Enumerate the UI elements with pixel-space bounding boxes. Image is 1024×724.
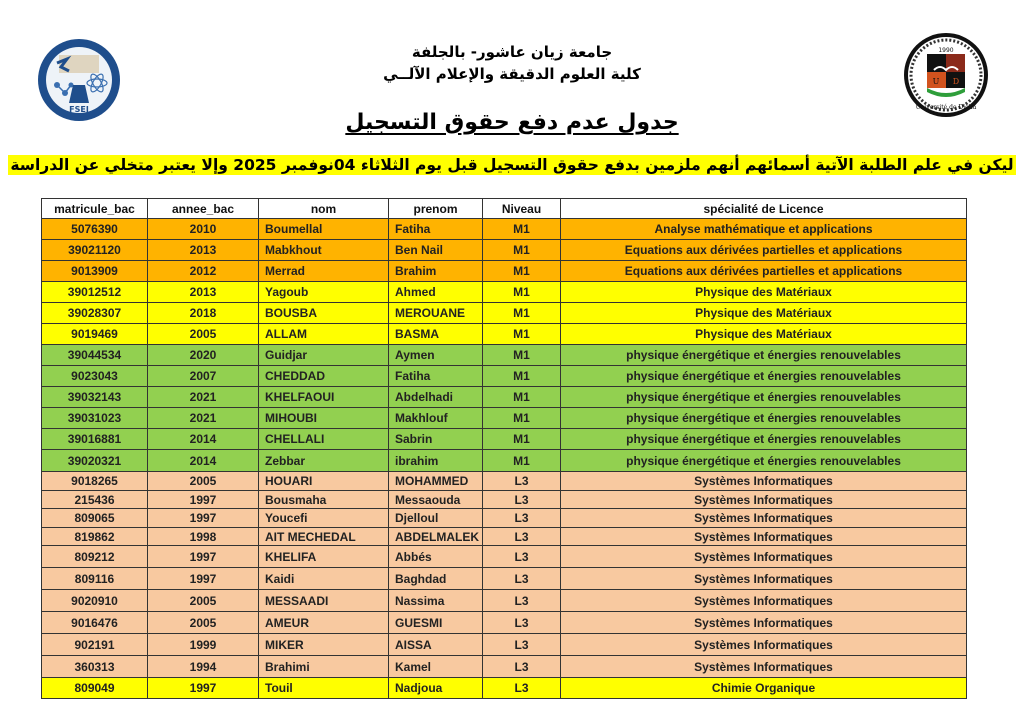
table-row xyxy=(42,261,967,282)
table-row xyxy=(42,219,967,240)
cell-prenom: Djelloul xyxy=(389,509,483,528)
faculty-name: كلية العلوم الدقيقة والإعلام الآلــي xyxy=(383,65,641,83)
cell-niveau: L3 xyxy=(483,634,561,656)
cell-matricule: 9023043 xyxy=(42,366,148,387)
cell-prenom: Messaouda xyxy=(389,491,483,509)
cell-prenom: Sabrin xyxy=(389,429,483,450)
university-logo-year: 1990 xyxy=(938,47,954,54)
cell-annee: 1997 xyxy=(148,568,259,590)
cell-niveau: L3 xyxy=(483,528,561,546)
cell-annee: 1999 xyxy=(148,634,259,656)
cell-matricule: 39028307 xyxy=(42,303,148,324)
cell-annee: 1998 xyxy=(148,528,259,546)
cell-niveau: L3 xyxy=(483,509,561,528)
cell-niveau: M1 xyxy=(483,324,561,345)
unpaid-students-table xyxy=(41,198,967,699)
cell-prenom: Brahim xyxy=(389,261,483,282)
cell-specialite: Physique des Matériaux xyxy=(561,324,967,345)
cell-annee: 2005 xyxy=(148,324,259,345)
table-row xyxy=(42,282,967,303)
table-row xyxy=(42,450,967,472)
column-header-annee: annee_bac xyxy=(148,199,259,219)
cell-nom: Merrad xyxy=(259,261,389,282)
cell-matricule: 9020910 xyxy=(42,590,148,612)
cell-niveau: M1 xyxy=(483,282,561,303)
cell-niveau: L3 xyxy=(483,568,561,590)
cell-niveau: M1 xyxy=(483,345,561,366)
table-row xyxy=(42,387,967,408)
cell-specialite: Physique des Matériaux xyxy=(561,303,967,324)
svg-text:U: U xyxy=(932,77,940,86)
cell-annee: 1997 xyxy=(148,678,259,699)
cell-specialite: Equations aux dérivées partielles et applications xyxy=(561,240,967,261)
table-row xyxy=(42,656,967,678)
document-title xyxy=(0,110,1024,135)
cell-matricule: 39031023 xyxy=(42,408,148,429)
cell-specialite: Chimie Organique xyxy=(561,678,967,699)
cell-nom: HOUARI xyxy=(259,472,389,491)
cell-nom: MIKER xyxy=(259,634,389,656)
column-header-matricule: matricule_bac xyxy=(42,199,148,219)
cell-matricule: 819862 xyxy=(42,528,148,546)
cell-nom: CHEDDAD xyxy=(259,366,389,387)
table-row xyxy=(42,472,967,491)
table-row xyxy=(42,429,967,450)
cell-prenom: Ahmed xyxy=(389,282,483,303)
cell-prenom: ibrahim xyxy=(389,450,483,472)
cell-prenom: Kamel xyxy=(389,656,483,678)
table-header-row xyxy=(42,199,967,219)
table-row xyxy=(42,366,967,387)
cell-niveau: L3 xyxy=(483,678,561,699)
cell-prenom: Nadjoua xyxy=(389,678,483,699)
cell-specialite: physique énergétique et énergies renouvelables xyxy=(561,387,967,408)
cell-annee: 2020 xyxy=(148,345,259,366)
table-row xyxy=(42,408,967,429)
cell-specialite: Equations aux dérivées partielles et applications xyxy=(561,261,967,282)
cell-nom: AIT MECHEDAL xyxy=(259,528,389,546)
cell-nom: AMEUR xyxy=(259,612,389,634)
cell-niveau: L3 xyxy=(483,491,561,509)
table-row xyxy=(42,509,967,528)
cell-niveau: L3 xyxy=(483,546,561,568)
cell-niveau: L3 xyxy=(483,472,561,491)
cell-nom: Kaidi xyxy=(259,568,389,590)
cell-niveau: M1 xyxy=(483,450,561,472)
column-header-specialite: spécialité de Licence xyxy=(561,199,967,219)
cell-niveau: L3 xyxy=(483,590,561,612)
cell-matricule: 39032143 xyxy=(42,387,148,408)
cell-matricule: 39021120 xyxy=(42,240,148,261)
cell-niveau: M1 xyxy=(483,303,561,324)
cell-annee: 1997 xyxy=(148,491,259,509)
table-row xyxy=(42,634,967,656)
cell-prenom: Abbés xyxy=(389,546,483,568)
payment-notice-text: ليكن في علم الطلبة الآتية أسمائهم أنهم ملزمين بدفع حقوق التسجيل قبل يوم الثلاثاء 04نوفمبر 2025 وإلا يعتبر متخلي عن الدراسة xyxy=(10,156,1014,174)
cell-prenom: AISSA xyxy=(389,634,483,656)
cell-specialite: Systèmes Informatiques xyxy=(561,612,967,634)
cell-annee: 2014 xyxy=(148,450,259,472)
cell-niveau: M1 xyxy=(483,429,561,450)
cell-specialite: Systèmes Informatiques xyxy=(561,472,967,491)
cell-specialite: Systèmes Informatiques xyxy=(561,509,967,528)
column-header-niveau: Niveau xyxy=(483,199,561,219)
cell-niveau: L3 xyxy=(483,612,561,634)
cell-niveau: M1 xyxy=(483,219,561,240)
cell-specialite: physique énergétique et énergies renouvelables xyxy=(561,450,967,472)
cell-matricule: 809065 xyxy=(42,509,148,528)
svg-text:D: D xyxy=(952,77,960,86)
cell-matricule: 809116 xyxy=(42,568,148,590)
cell-nom: Boumellal xyxy=(259,219,389,240)
cell-nom: CHELLALI xyxy=(259,429,389,450)
cell-nom: Mabkhout xyxy=(259,240,389,261)
university-name: جامعة زيان عاشور- بالجلفة xyxy=(411,43,613,61)
cell-nom: ALLAM xyxy=(259,324,389,345)
table-row xyxy=(42,568,967,590)
cell-prenom: GUESMI xyxy=(389,612,483,634)
cell-specialite: Systèmes Informatiques xyxy=(561,656,967,678)
cell-niveau: M1 xyxy=(483,366,561,387)
cell-matricule: 902191 xyxy=(42,634,148,656)
cell-annee: 2021 xyxy=(148,387,259,408)
table-row xyxy=(42,491,967,509)
cell-specialite: Systèmes Informatiques xyxy=(561,634,967,656)
cell-prenom: BASMA xyxy=(389,324,483,345)
table-row xyxy=(42,612,967,634)
cell-nom: Bousmaha xyxy=(259,491,389,509)
cell-matricule: 5076390 xyxy=(42,219,148,240)
cell-nom: KHELFAOUI xyxy=(259,387,389,408)
cell-nom: Youcefi xyxy=(259,509,389,528)
cell-specialite: Systèmes Informatiques xyxy=(561,590,967,612)
cell-matricule: 39016881 xyxy=(42,429,148,450)
cell-annee: 2007 xyxy=(148,366,259,387)
table-row xyxy=(42,546,967,568)
document-title-text: جدول عدم دفع حقوق التسجيل xyxy=(345,110,679,135)
cell-matricule: 39044534 xyxy=(42,345,148,366)
table-row xyxy=(42,590,967,612)
cell-nom: Brahimi xyxy=(259,656,389,678)
cell-specialite: Systèmes Informatiques xyxy=(561,528,967,546)
cell-annee: 2014 xyxy=(148,429,259,450)
cell-nom: KHELIFA xyxy=(259,546,389,568)
cell-annee: 1997 xyxy=(148,509,259,528)
cell-nom: Guidjar xyxy=(259,345,389,366)
cell-prenom: MEROUANE xyxy=(389,303,483,324)
cell-matricule: 9016476 xyxy=(42,612,148,634)
cell-matricule: 809049 xyxy=(42,678,148,699)
cell-prenom: Ben Nail xyxy=(389,240,483,261)
cell-specialite: Systèmes Informatiques xyxy=(561,568,967,590)
cell-niveau: M1 xyxy=(483,240,561,261)
table-row xyxy=(42,324,967,345)
cell-annee: 1997 xyxy=(148,546,259,568)
payment-notice xyxy=(0,156,1024,174)
cell-matricule: 360313 xyxy=(42,656,148,678)
table-row xyxy=(42,528,967,546)
cell-niveau: M1 xyxy=(483,261,561,282)
cell-specialite: physique énergétique et énergies renouvelables xyxy=(561,408,967,429)
faculty-logo-text: FSEI xyxy=(69,105,89,114)
cell-matricule: 9013909 xyxy=(42,261,148,282)
cell-prenom: Makhlouf xyxy=(389,408,483,429)
cell-specialite: Analyse mathématique et applications xyxy=(561,219,967,240)
cell-prenom: Fatiha xyxy=(389,219,483,240)
cell-matricule: 215436 xyxy=(42,491,148,509)
column-header-nom: nom xyxy=(259,199,389,219)
table-row xyxy=(42,345,967,366)
cell-nom: MESSAADI xyxy=(259,590,389,612)
cell-matricule: 809212 xyxy=(42,546,148,568)
cell-annee: 2005 xyxy=(148,612,259,634)
cell-prenom: Aymen xyxy=(389,345,483,366)
cell-specialite: Systèmes Informatiques xyxy=(561,491,967,509)
cell-prenom: Nassima xyxy=(389,590,483,612)
cell-prenom: Fatiha xyxy=(389,366,483,387)
cell-nom: Touil xyxy=(259,678,389,699)
cell-nom: MIHOUBI xyxy=(259,408,389,429)
table-row xyxy=(42,240,967,261)
university-logo-text: Université de Djelfa xyxy=(915,104,977,111)
cell-annee: 2021 xyxy=(148,408,259,429)
column-header-prenom: prenom xyxy=(389,199,483,219)
cell-specialite: physique énergétique et énergies renouvelables xyxy=(561,366,967,387)
cell-nom: BOUSBA xyxy=(259,303,389,324)
cell-niveau: M1 xyxy=(483,387,561,408)
cell-annee: 2013 xyxy=(148,282,259,303)
cell-matricule: 39012512 xyxy=(42,282,148,303)
cell-specialite: physique énergétique et énergies renouvelables xyxy=(561,429,967,450)
cell-matricule: 9019469 xyxy=(42,324,148,345)
cell-annee: 2012 xyxy=(148,261,259,282)
cell-prenom: Abdelhadi xyxy=(389,387,483,408)
cell-specialite: Systèmes Informatiques xyxy=(561,546,967,568)
cell-annee: 2005 xyxy=(148,590,259,612)
cell-annee: 2005 xyxy=(148,472,259,491)
cell-annee: 2010 xyxy=(148,219,259,240)
table-row xyxy=(42,303,967,324)
cell-annee: 2018 xyxy=(148,303,259,324)
cell-specialite: Physique des Matériaux xyxy=(561,282,967,303)
cell-annee: 1994 xyxy=(148,656,259,678)
cell-specialite: physique énergétique et énergies renouvelables xyxy=(561,345,967,366)
cell-prenom: Baghdad xyxy=(389,568,483,590)
cell-niveau: L3 xyxy=(483,656,561,678)
cell-prenom: ABDELMALEK xyxy=(389,528,483,546)
cell-annee: 2013 xyxy=(148,240,259,261)
cell-prenom: MOHAMMED xyxy=(389,472,483,491)
cell-matricule: 9018265 xyxy=(42,472,148,491)
table-row xyxy=(42,678,967,699)
cell-nom: Zebbar xyxy=(259,450,389,472)
cell-niveau: M1 xyxy=(483,408,561,429)
cell-nom: Yagoub xyxy=(259,282,389,303)
cell-matricule: 39020321 xyxy=(42,450,148,472)
